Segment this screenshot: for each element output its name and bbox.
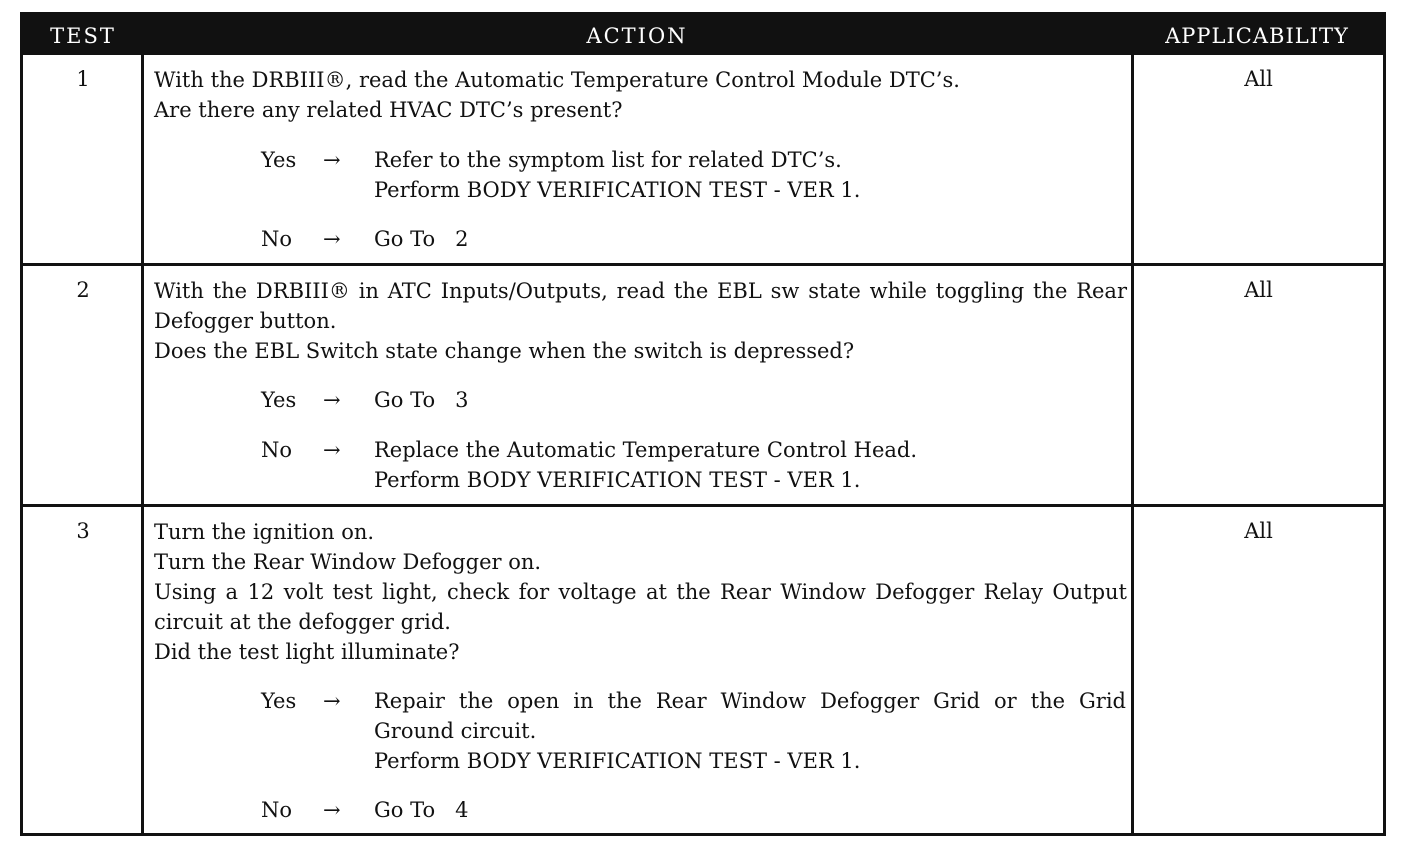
arrow-icon: → (323, 227, 341, 251)
no-label: No (261, 227, 293, 251)
no-line: Replace the Automatic Temperature Control Head. (374, 438, 918, 462)
row-divider (23, 504, 1383, 507)
arrow-icon: → (323, 689, 341, 713)
test-number: 3 (76, 519, 90, 543)
action-line: Did the test light illuminate? (154, 640, 460, 664)
yes-text (374, 385, 469, 415)
table-header (23, 15, 1383, 55)
action-text (154, 276, 1127, 366)
action-text (154, 517, 1127, 667)
yes-text (374, 686, 1126, 776)
yes-label: Yes (261, 689, 297, 713)
arrow-icon: → (323, 438, 341, 462)
no-text (374, 435, 917, 495)
arrow-icon: → (323, 388, 341, 412)
applicability-value: All (1244, 67, 1273, 91)
action-line: Turn the ignition on. (154, 520, 375, 544)
yes-text (374, 145, 860, 205)
test-number: 2 (76, 278, 90, 302)
action-line: Turn the Rear Window Defogger on. (154, 550, 542, 574)
no-line: Perform BODY VERIFICATION TEST - VER 1. (374, 468, 861, 492)
no-line: Go To 2 (374, 227, 469, 251)
column-divider (141, 55, 144, 833)
yes-label: Yes (261, 388, 297, 412)
test-number: 1 (76, 67, 90, 91)
header-test: TEST (50, 24, 116, 48)
arrow-icon: → (323, 148, 341, 172)
header-action: ACTION (586, 24, 688, 48)
action-text (154, 65, 1127, 125)
arrow-icon: → (323, 798, 341, 822)
action-line: With the DRBIII® in ATC Inputs/Outputs, read the EBL sw state while toggling the Rear Defogger button. (154, 279, 1127, 333)
action-line: With the DRBIII®, read the Automatic Temperature Control Module DTC’s. (154, 68, 960, 92)
yes-line: Perform BODY VERIFICATION TEST - VER 1. (374, 749, 861, 773)
action-line: Using a 12 volt test light, check for voltage at the Rear Window Defogger Relay Output circuit at the defogger grid. (154, 580, 1127, 634)
yes-label: Yes (261, 148, 297, 172)
row-divider (23, 263, 1383, 266)
no-text (374, 795, 469, 825)
no-label: No (261, 798, 293, 822)
header-applicability: APPLICABILITY (1165, 24, 1349, 48)
yes-line: Repair the open in the Rear Window Defogger Grid or the Grid Ground circuit. (374, 689, 1126, 743)
no-label: No (261, 438, 293, 462)
no-line: Go To 4 (374, 798, 469, 822)
column-divider (1131, 55, 1134, 833)
yes-line: Perform BODY VERIFICATION TEST - VER 1. (374, 178, 861, 202)
yes-line: Go To 3 (374, 388, 469, 412)
no-text (374, 224, 469, 254)
yes-line: Refer to the symptom list for related DTC’s. (374, 148, 842, 172)
applicability-value: All (1244, 519, 1273, 543)
action-line: Does the EBL Switch state change when the switch is depressed? (154, 339, 855, 363)
diagnostic-table (20, 12, 1386, 836)
applicability-value: All (1244, 278, 1273, 302)
action-line: Are there any related HVAC DTC’s present? (154, 98, 623, 122)
